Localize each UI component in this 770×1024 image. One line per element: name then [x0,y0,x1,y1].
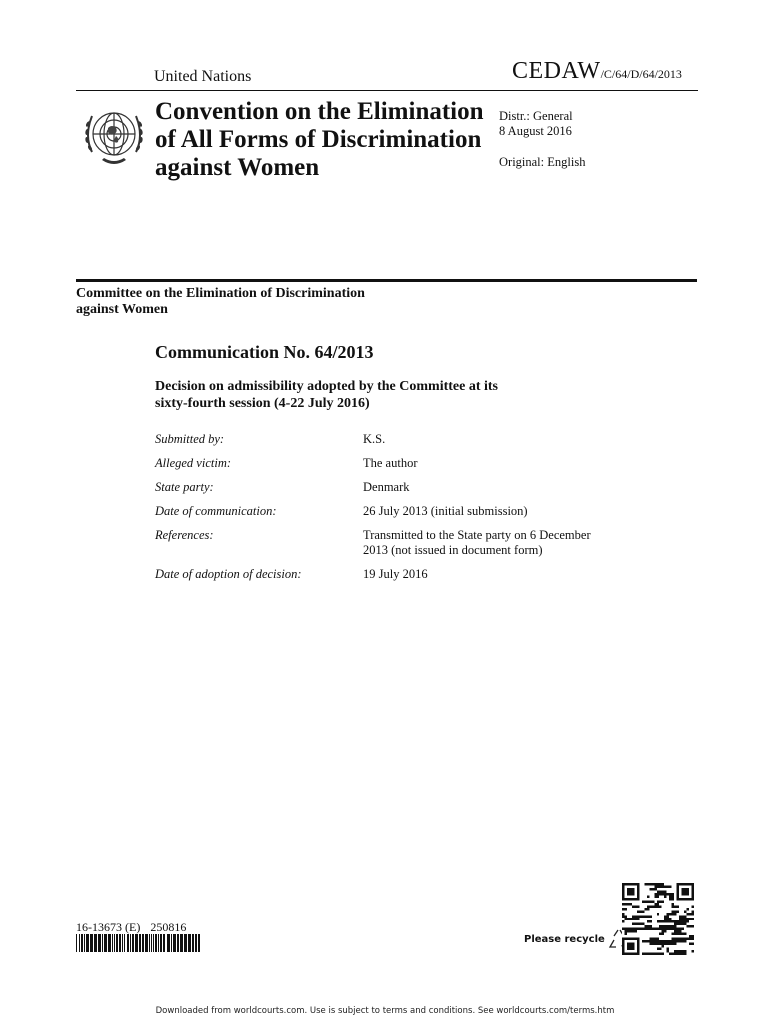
detail-value-line: 26 July 2013 (initial submission) [363,504,528,518]
treaty-title-line: Convention on the Elimination [155,98,484,125]
case-details [155,432,635,591]
document-number [76,920,186,935]
document-date: 8 August 2016 [499,124,572,138]
detail-value-line: Denmark [363,480,410,494]
detail-label: References: [155,528,214,542]
treaty-title-line: against Women [155,154,320,181]
detail-label: Date of adoption of decision: [155,567,302,581]
detail-label: Alleged victim: [155,456,232,470]
committee-name [76,286,436,318]
committee-line: Committee on the Elimination of Discrimination [76,286,365,301]
detail-value [363,567,613,582]
detail-value-line: K.S. [363,432,386,446]
detail-label: State party: [155,480,214,494]
detail-row [155,480,635,495]
header-rule [76,90,698,91]
detail-row [155,504,635,519]
footer-notice: Downloaded from worldcourts.com. Use is subject to terms and conditions. See worldcourts.com/terms.htm [155,1006,615,1016]
barcode-icon [76,934,200,952]
recycle-notice [524,926,633,952]
treaty-title-line: of All Forms of Discrimination [155,126,482,153]
decision-line: Decision on admissibility adopted by the Committee at its [155,379,498,394]
detail-row [155,528,635,558]
detail-value [363,480,613,495]
detail-value-line: The author [363,456,418,470]
document-symbol [512,58,682,85]
treaty-title [155,98,485,182]
un-emblem-icon [78,100,150,172]
decision-title [155,378,575,412]
detail-value-line: 19 July 2016 [363,567,428,581]
committee-line: against Women [76,302,168,317]
detail-row [155,456,635,471]
decision-line: sixty-fourth session (4-22 July 2016) [155,396,370,411]
detail-value-line: 2013 (not issued in document form) [363,543,543,557]
detail-value [363,456,613,471]
recycle-text: Please recycle [524,933,605,945]
detail-row [155,567,635,582]
organization-label: United Nations [154,68,252,85]
detail-value [363,528,613,558]
detail-row [155,432,635,447]
original-language: Original: English [499,155,586,169]
detail-label: Submitted by: [155,432,225,446]
detail-value [363,432,613,447]
symbol-main: CEDAW [512,58,601,84]
communication-number: Communication No. 64/2013 [155,342,374,362]
symbol-suffix: /C/64/D/64/2013 [600,67,682,81]
date-code: 250816 [150,920,187,934]
detail-label: Date of communication: [155,504,277,518]
job-number: 16-13673 (E) [76,920,141,934]
detail-value [363,504,613,519]
detail-value-line: Transmitted to the State party on 6 December [363,528,591,542]
title-rule [76,279,697,282]
qr-code-icon [622,883,694,955]
distribution-block [499,109,585,170]
distribution-status: Distr.: General [499,109,573,123]
